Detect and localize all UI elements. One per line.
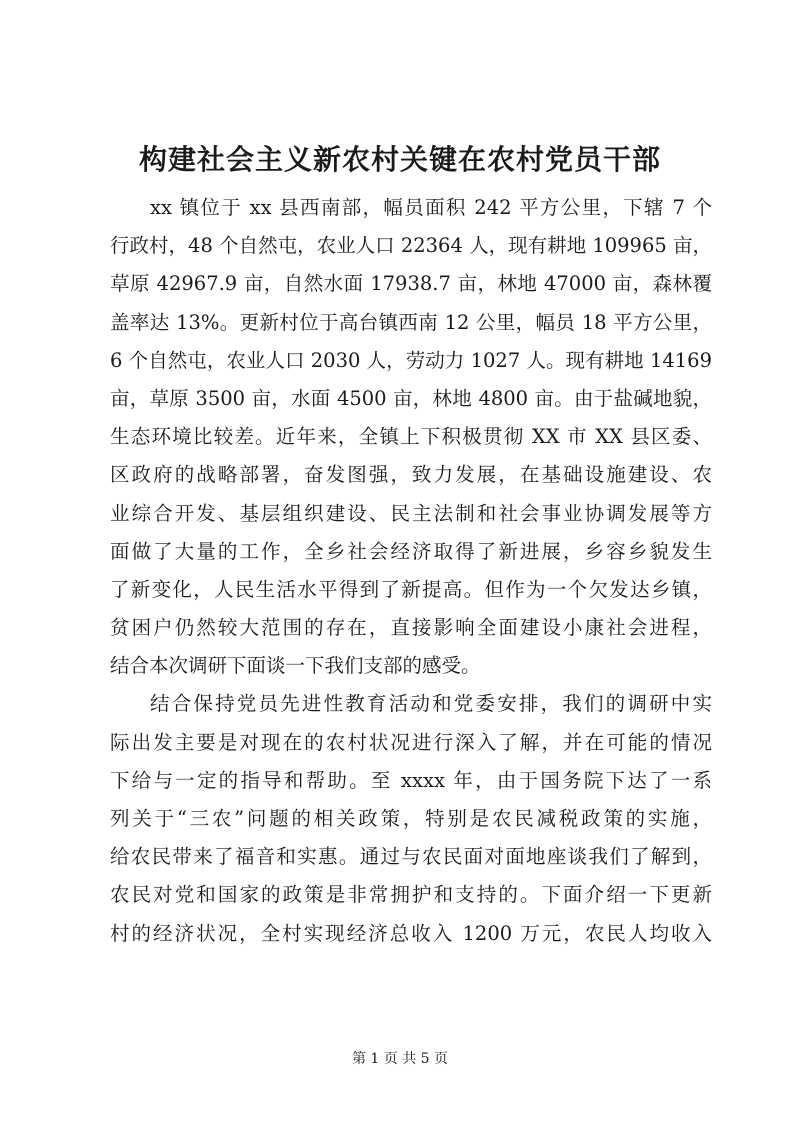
paragraph-1-line-8: 区政府的战略部署，奋发图强，致力发展，在基础设施建设、农 (110, 463, 712, 487)
paragraph-2-line-4: 列关于“三农”问题的相关政策，特别是农民减税政策的实施， (110, 807, 712, 830)
paragraph-2-line-1: 结合保持党员先进性教育活动和党委安排，我们的调研中实 (150, 692, 712, 716)
paragraph-1-line-13: 结合本次调研下面谈一下我们支部的感受。 (110, 654, 481, 678)
paragraph-2-line-3: 下给与一定的指导和帮助。至 xxxx 年，由于国务院下达了一系 (110, 768, 712, 792)
paragraph-2-line-2: 际出发主要是对现在的农村状况进行深入了解，并在可能的情况 (110, 730, 712, 754)
document-body (110, 189, 712, 953)
page-number-footer: 第 1 页 共 5 页 (351, 1051, 449, 1067)
paragraph-1-line-4: 盖率达 13%。更新村位于高台镇西南 12 公里，幅员 18 平方公里， (110, 310, 712, 334)
paragraph-1-line-2: 行政村，48 个自然屯，农业人口 22364 人，现有耕地 109965 亩， (110, 234, 712, 258)
paragraph-1-line-6: 亩，草原 3500 亩，水面 4500 亩，林地 4800 亩。由于盐碱地貌， (110, 386, 712, 410)
paragraph-1-line-7: 生态环境比较差。近年来，全镇上下积极贯彻 XX 市 XX 县区委、 (110, 425, 712, 449)
paragraph-2-line-6: 农民对党和国家的政策是非常拥护和支持的。下面介绍一下更新 (110, 883, 712, 907)
paragraph-1-line-9: 业综合开发、基层组织建设、民主法制和社会事业协调发展等方 (110, 501, 712, 525)
paragraph-1-line-10: 面做了大量的工作，全乡社会经济取得了新进展，乡容乡貌发生 (110, 539, 712, 563)
paragraph-2-line-5: 给农民带来了福音和实惠。通过与农民面对面地座谈我们了解到， (110, 845, 712, 869)
paragraph-1-line-1: xx 镇位于 xx 县西南部，幅员面积 242 平方公里，下辖 7 个 (150, 196, 712, 219)
document-title: 构建社会主义新农村关键在农村党员干部 (138, 143, 661, 176)
paragraph-1-line-5: 6 个自然屯，农业人口 2030 人，劳动力 1027 人。现有耕地 14169 (110, 348, 712, 372)
paragraph-1-line-12: 贫困户仍然较大范围的存在，直接影响全面建设小康社会进程， (110, 616, 712, 640)
paragraph-1-line-3: 草原 42967.9 亩，自然水面 17938.7 亩，林地 47000 亩，森林覆 (110, 272, 712, 296)
paragraph-1-line-11: 了新变化，人民生活水平得到了新提高。但作为一个欠发达乡镇， (110, 577, 712, 601)
paragraph-2-line-7: 村的经济状况，全村实现经济总收入 1200 万元，农民人均收入 (110, 921, 712, 945)
